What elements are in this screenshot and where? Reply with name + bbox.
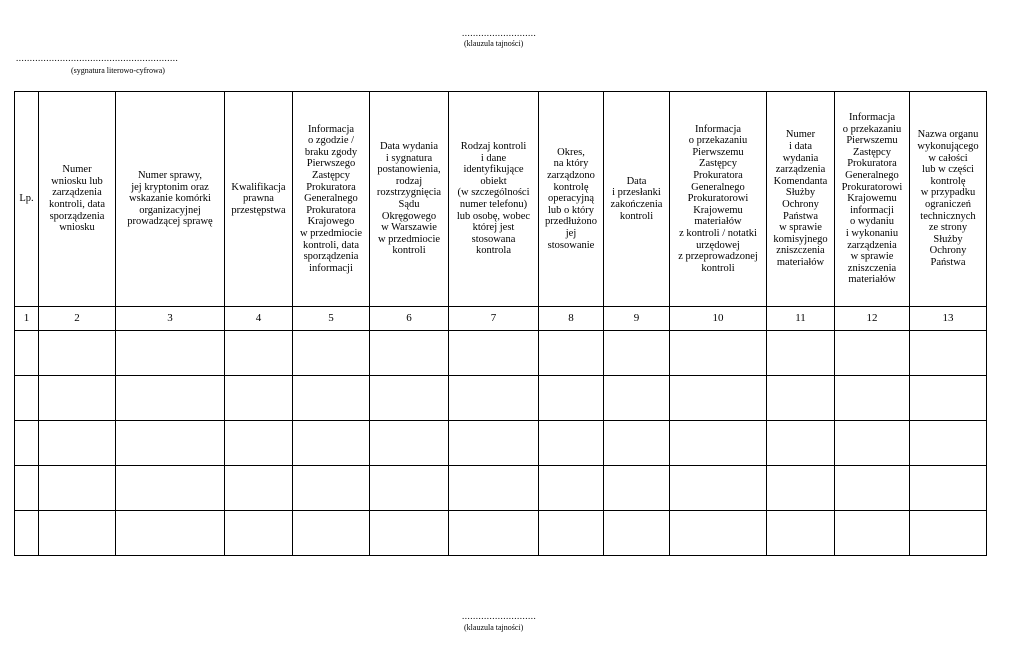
column-header-label: Data wydania i sygnatura postanowienia, rodzaj rozstrzygnięcia Sądu Okręgowego w Warszawie w przedmiocie kontroli [376, 141, 442, 257]
column-number-row [15, 307, 987, 331]
table-cell[interactable] [835, 331, 910, 376]
table-cell[interactable] [835, 421, 910, 466]
column-number-8: 8 [539, 307, 604, 331]
signature-dots: ........................................................... [16, 53, 179, 63]
table-cell[interactable] [449, 466, 539, 511]
table-cell[interactable] [767, 421, 835, 466]
table-cell[interactable] [604, 466, 670, 511]
table-cell[interactable] [116, 511, 225, 556]
table-cell[interactable] [15, 421, 39, 466]
column-header-label: Informacja o przekazaniu Pierwszemu Zastępcy Prokuratora Generalnego Prokuratorowi Krajowemu informacji o wydaniu i wykonaniu zarządzenia w sprawie zniszczenia materiałów [841, 112, 903, 286]
table-cell[interactable] [39, 421, 116, 466]
table-cell[interactable] [225, 511, 293, 556]
column-number-1: 1 [15, 307, 39, 331]
table-cell[interactable] [604, 376, 670, 421]
column-number-11: 11 [767, 307, 835, 331]
column-header-7 [449, 92, 539, 307]
table-cell[interactable] [604, 421, 670, 466]
table-cell[interactable] [370, 511, 449, 556]
table-cell[interactable] [39, 466, 116, 511]
column-header-9 [604, 92, 670, 307]
signature-label: (sygnatura literowo-cyfrowa) [71, 66, 165, 75]
table-cell[interactable] [293, 331, 370, 376]
table-cell[interactable] [39, 376, 116, 421]
table-cell[interactable] [604, 331, 670, 376]
table-cell[interactable] [670, 421, 767, 466]
column-header-1 [15, 92, 39, 307]
table-cell[interactable] [767, 466, 835, 511]
table-cell[interactable] [39, 511, 116, 556]
table-cell[interactable] [370, 376, 449, 421]
column-header-label: Informacja o przekazaniu Pierwszemu Zastępcy Prokuratora Generalnego Prokuratorowi Krajowemu materiałów z kontroli / notatki urzędowej z przeprowadzonej kontroli [678, 123, 758, 274]
column-number-7: 7 [449, 307, 539, 331]
table-cell[interactable] [449, 511, 539, 556]
column-header-label: Kwalifikacja prawna przestępstwa [231, 181, 286, 216]
column-header-label: Numer sprawy, jej kryptonim oraz wskazanie komórki organizacyjnej prowadzącej sprawę [127, 170, 213, 228]
table-row [15, 376, 987, 421]
control-register-table [14, 91, 987, 556]
table-row [15, 331, 987, 376]
table-cell[interactable] [39, 331, 116, 376]
table-cell[interactable] [293, 421, 370, 466]
table-cell[interactable] [449, 421, 539, 466]
header-row [15, 92, 987, 307]
table-cell[interactable] [670, 511, 767, 556]
table-cell[interactable] [116, 466, 225, 511]
table-cell[interactable] [767, 376, 835, 421]
table-cell[interactable] [116, 376, 225, 421]
column-header-8 [539, 92, 604, 307]
table-cell[interactable] [116, 331, 225, 376]
table-cell[interactable] [910, 511, 987, 556]
table-row [15, 466, 987, 511]
column-number-5: 5 [293, 307, 370, 331]
table-cell[interactable] [449, 376, 539, 421]
classification-dots-bottom: ........................... [462, 611, 537, 621]
table-cell[interactable] [225, 331, 293, 376]
table-cell[interactable] [835, 511, 910, 556]
table-cell[interactable] [767, 511, 835, 556]
column-header-3 [116, 92, 225, 307]
table-cell[interactable] [910, 421, 987, 466]
table-cell[interactable] [910, 376, 987, 421]
table-cell[interactable] [225, 376, 293, 421]
column-number-4: 4 [225, 307, 293, 331]
column-header-11 [767, 92, 835, 307]
table-cell[interactable] [116, 421, 225, 466]
table-cell[interactable] [767, 331, 835, 376]
classification-label-top: (klauzula tajności) [464, 39, 524, 48]
table-cell[interactable] [910, 466, 987, 511]
table-cell[interactable] [293, 511, 370, 556]
column-header-label: Okres, na który zarządzono kontrolę operacyjną lub o który przedłużono jej stosowanie [545, 146, 597, 251]
table-cell[interactable] [15, 331, 39, 376]
table-cell[interactable] [15, 511, 39, 556]
column-number-2: 2 [39, 307, 116, 331]
column-header-2 [39, 92, 116, 307]
table-cell[interactable] [225, 421, 293, 466]
table-cell[interactable] [604, 511, 670, 556]
table-cell[interactable] [910, 331, 987, 376]
table-cell[interactable] [449, 331, 539, 376]
column-number-12: 12 [835, 307, 910, 331]
column-header-10 [670, 92, 767, 307]
table-cell[interactable] [225, 466, 293, 511]
table-cell[interactable] [539, 421, 604, 466]
classification-label-bottom: (klauzula tajności) [464, 623, 524, 632]
table-cell[interactable] [539, 331, 604, 376]
column-number-6: 6 [370, 307, 449, 331]
table-cell[interactable] [370, 421, 449, 466]
column-header-4 [225, 92, 293, 307]
table-cell[interactable] [670, 466, 767, 511]
table-cell[interactable] [835, 466, 910, 511]
column-number-10: 10 [670, 307, 767, 331]
table-cell[interactable] [293, 376, 370, 421]
column-header-6 [370, 92, 449, 307]
column-header-label: Numer i data wydania zarządzenia Komendanta Służby Ochrony Państwa w sprawie komisyjnego zniszczenia materiałów [773, 129, 828, 268]
column-header-label: Rodzaj kontroli i dane identyfikujące obiekt (w szczególności numer telefonu) lub osobę, wobec której jest stosowana kontrola [456, 141, 531, 257]
table-cell[interactable] [835, 376, 910, 421]
column-number-9: 9 [604, 307, 670, 331]
column-header-label: Data i przesłanki zakończenia kontroli [610, 175, 663, 222]
table-cell[interactable] [370, 331, 449, 376]
column-header-13 [910, 92, 987, 307]
column-number-13: 13 [910, 307, 987, 331]
column-header-label: Nazwa organu wykonującego w całości lub w części kontrolę w przypadku ograniczeń technicznych ze strony Służby Ochrony Państwa [917, 129, 979, 268]
table-row [15, 421, 987, 466]
column-number-3: 3 [116, 307, 225, 331]
table-cell[interactable] [15, 466, 39, 511]
column-header-label: Informacja o zgodzie / braku zgody Pierwszego Zastępcy Prokuratora Generalnego Prokuratora Krajowego w przedmiocie kontroli, data sporządzenia informacji [299, 123, 363, 274]
column-header-label: Lp. [19, 193, 34, 205]
table-cell[interactable] [670, 376, 767, 421]
table-cell[interactable] [539, 466, 604, 511]
column-header-12 [835, 92, 910, 307]
table-cell[interactable] [293, 466, 370, 511]
table-cell[interactable] [15, 376, 39, 421]
table-cell[interactable] [539, 376, 604, 421]
table-row [15, 511, 987, 556]
classification-dots-top: ........................... [462, 28, 537, 38]
table-cell[interactable] [670, 331, 767, 376]
column-header-label: Numer wniosku lub zarządzenia kontroli, data sporządzenia wniosku [49, 164, 105, 234]
table-cell[interactable] [370, 466, 449, 511]
table-cell[interactable] [539, 511, 604, 556]
column-header-5 [293, 92, 370, 307]
